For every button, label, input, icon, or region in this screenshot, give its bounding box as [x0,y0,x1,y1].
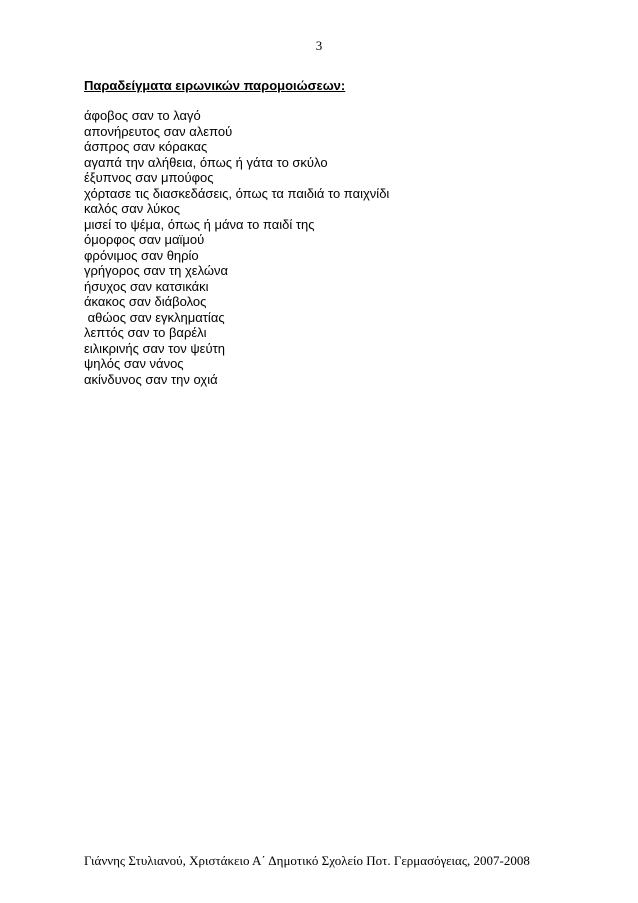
section-heading: Παραδείγματα ειρωνικών παρομοιώσεων: [84,78,346,93]
list-item: άφοβος σαν το λαγό [84,108,201,123]
list-item: ειλικρινής σαν τον ψεύτη [84,340,225,356]
list-item: ακίνδυνος σαν την οχιά [84,371,218,387]
list-item: χόρτασε τις διασκεδάσεις, όπως τα παιδιά το παιχνίδι [84,185,390,201]
simile-list [84,108,389,387]
list-item: ψηλός σαν νάνος [84,356,184,371]
list-item: αγαπά την αλήθεια, όπως ή γάτα το σκύλο [84,154,328,170]
list-item: καλός σαν λύκος [84,201,181,216]
list-item: γρήγορος σαν τη χελώνα [84,263,229,278]
list-item: απονήρευτος σαν αλεπού [84,123,233,139]
list-item: μισεί το ψέμα, όπως ή μάνα το παιδί της [84,216,315,232]
page-number: 3 [315,38,323,53]
list-item: αθώος σαν εγκληματίας [84,309,225,325]
list-item: άσπρος σαν κόρακας [84,139,208,154]
list-item: έξυπνος σαν μπούφος [84,170,214,185]
list-item: φρόνιμος σαν θηρίο [84,247,199,263]
list-item: λεπτός σαν το βαρέλι [84,325,207,340]
list-item: ήσυχος σαν κατσικάκι [84,278,209,294]
page-footer: Γιάννης Στυλιανού, Χριστάκειο Α΄ Δημοτικό Σχολείο Ποτ. Γερμασόγειας, 2007-2008 [84,853,530,868]
list-item: όμορφος σαν μαϊμού [84,232,205,247]
list-item: άκακος σαν διάβολος [84,294,207,309]
